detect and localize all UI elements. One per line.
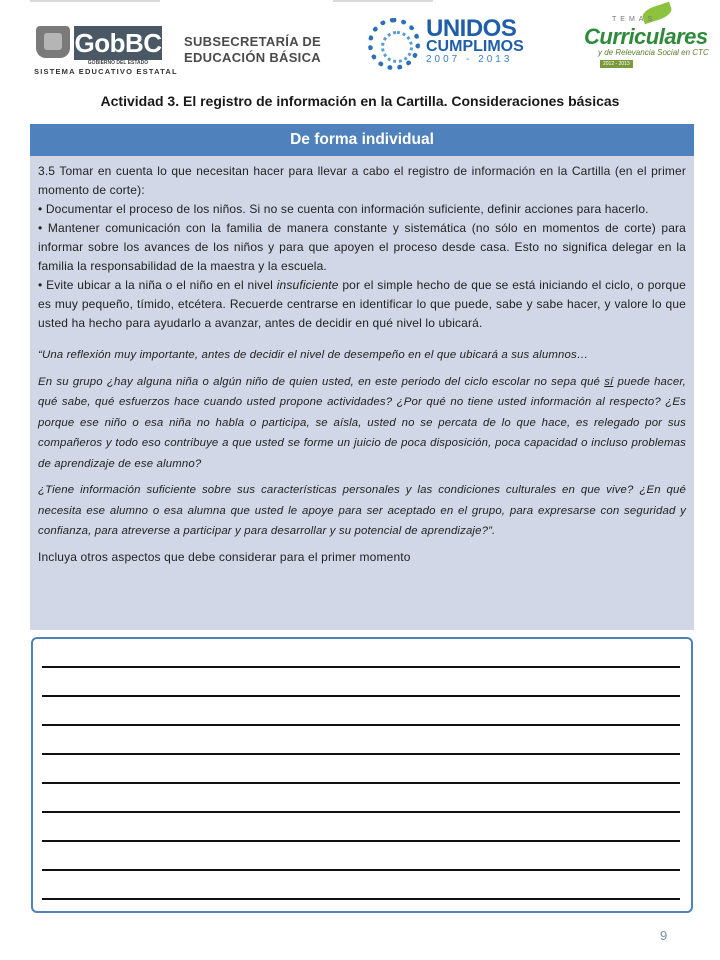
instructions-panel (30, 124, 694, 630)
writing-line (42, 666, 680, 668)
temas-curriculares-logo (580, 6, 720, 74)
subsecretaria-line2: EDUCACIÓN BÁSICA (184, 50, 321, 65)
page-title: Actividad 3. El registro de información en la Cartilla. Consideraciones básicas (100, 93, 620, 109)
quote2-underlined: sí (604, 375, 614, 388)
reflection-quote-group (38, 372, 686, 475)
quote2-end: puede hacer, qué sabe, qué esfuerzos hace cuando usted propone actividades? ¿Por qué no tiene usted información al respecto? ¿Es porque ese niño o esa niña no habla o participa, se aísla, usted no se percata de lo que hace, es relegado por sus compañeros y todo eso contribuye a que usted se forme un juicio de poca disposición, poca capacidad o incluso problemas de aprendizaje de ese alumno? (38, 375, 686, 470)
curriculares-years: 2012 - 2013 (600, 60, 633, 68)
writing-line (42, 840, 680, 842)
sistema-educativo-label: SISTEMA EDUCATIVO ESTATAL (34, 67, 178, 76)
state-seal-icon (36, 26, 70, 58)
top-rule-right (333, 0, 433, 2)
unidos-years: 2007 - 2013 (426, 54, 513, 65)
reflection-quote-intro: “Una reflexión muy importante, antes de decidir el nivel de desempeño en el que ubicará a sus alumnos… (38, 349, 589, 361)
gobbc-logo (34, 24, 178, 76)
globe-ring-icon (368, 18, 420, 70)
bullet-document-process: • Documentar el proceso de los niños. Si no se cuenta con información suficiente, definir acciones para hacerlo. (38, 202, 649, 216)
writing-line (42, 869, 680, 871)
unidos-word: UNIDOS (426, 15, 517, 42)
writing-line (42, 898, 680, 900)
unidos-cumplimos-logo (368, 15, 524, 80)
closing-instruction: Incluya otros aspectos que debe considerar para el primer momento (38, 549, 411, 564)
subsecretaria-line1: SUBSECRETARÍA DE (184, 34, 321, 49)
answer-writing-area[interactable] (31, 637, 693, 913)
panel-header: De forma individual (30, 124, 694, 156)
writing-line (42, 753, 680, 755)
top-rule-left (30, 0, 160, 2)
writing-line (42, 695, 680, 697)
relevancia-social-label: y de Relevancia Social en CTC (598, 48, 709, 57)
bullet-avoid-insufficient (38, 276, 686, 333)
writing-line (42, 724, 680, 726)
reflection-quote-info: ¿Tiene información suficiente sobre sus características personales y las condiciones culturales en que vive? ¿En qué necesita ese alumno o esa alumna que usted le apoye para ser aceptado en el grupo, para expresarse con seguridad y confianza, para atreverse a participar y para desarrollar y su potencial de aprendizaje?”. (38, 484, 686, 537)
writing-line (42, 811, 680, 813)
quote2-start: En su grupo ¿hay alguna niña o algún niño de quien usted, en este periodo del ciclo escolar no sepa qué (38, 375, 605, 388)
curriculares-word: Curriculares (584, 24, 708, 49)
subsecretaria-logo (184, 34, 321, 66)
bullet-family-communication: • Mantener comunicación con la familia de manera constante y sistemática (no sólo en momentos de corte) para informar sobre los avances de los niños y para que apoyen el proceso desde casa. Esto no significa delegar en la familia la responsabilidad de la maestra y la escuela. (38, 221, 686, 273)
writing-line (42, 782, 680, 784)
gobbc-subtitle: GOBIERNO DEL ESTADO (87, 60, 149, 66)
bullet3-start: • Evite ubicar a la niña o el niño en el nivel (38, 278, 277, 292)
cumplimos-word: CUMPLIMOS (426, 38, 524, 55)
gobbc-wordmark: GobBC (74, 28, 162, 58)
temas-label: TEMAS (612, 16, 657, 23)
intro-paragraph: 3.5 Tomar en cuenta lo que necesitan hacer para llevar a cabo el registro de información en la Cartilla (en el primer momento de corte): (38, 164, 686, 197)
bullet3-italic: insuficiente (276, 278, 339, 292)
page-number: 9 (660, 928, 668, 943)
bullet3-end: por el simple hecho de que se está iniciando el ciclo, o porque es muy pequeño, tímido, etcétera. Recuerde centrarse en identificar lo que puede, sabe y sabe hacer, y valore lo que usted ha hecho para ayudarlo a avanzar, antes de decidir en qué nivel lo ubicará. (38, 278, 687, 330)
panel-body (30, 156, 694, 567)
